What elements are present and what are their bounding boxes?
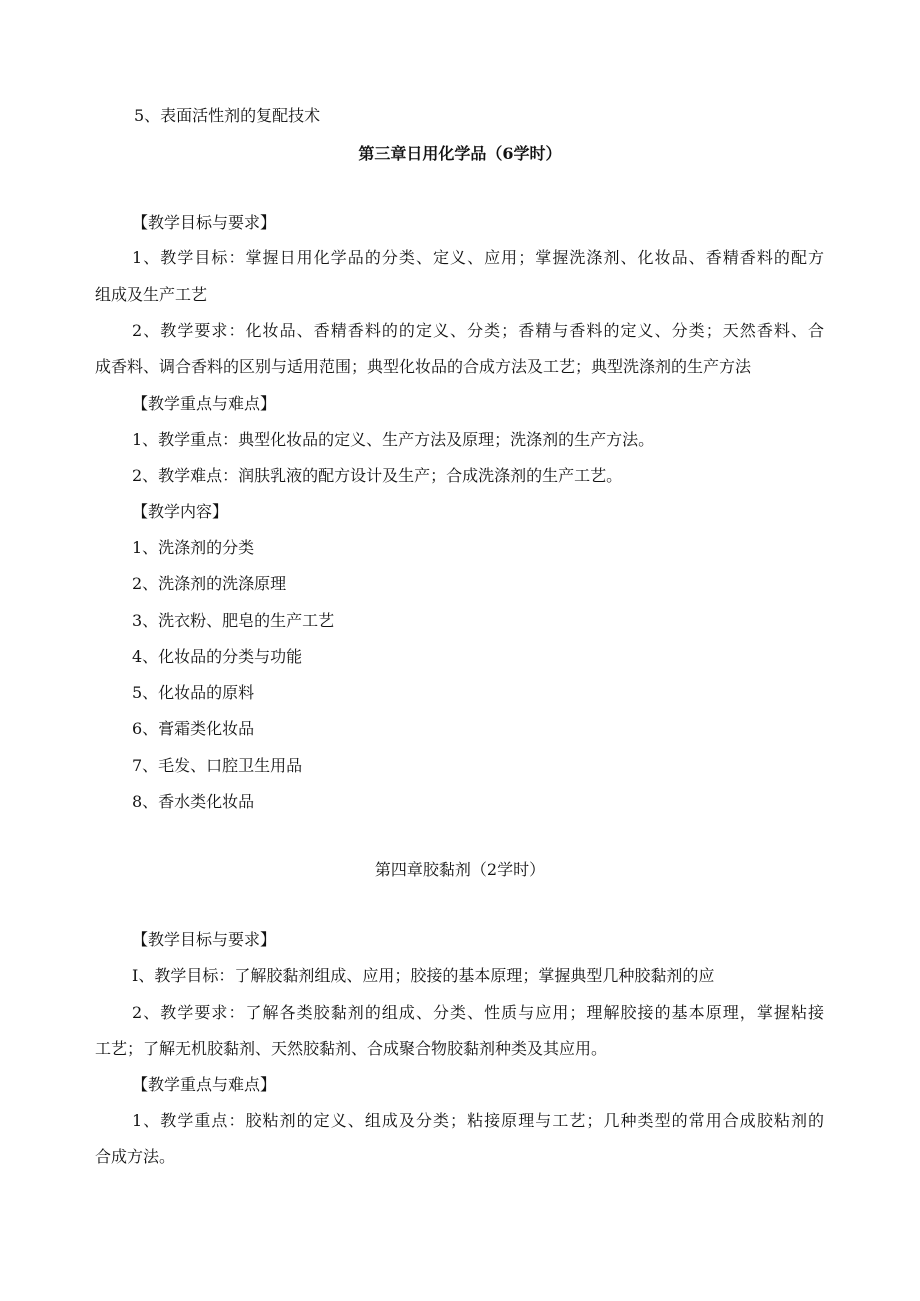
section-header-goals: 【教学目标与要求】 xyxy=(132,930,277,949)
paragraph-line: 成香料、调合香料的区别与适用范围；典型化妆品的合成方法及工艺；典型洗涤剂的生产方法 xyxy=(95,357,752,376)
list-item: 8、香水类化妆品 xyxy=(132,792,255,811)
list-item: 4、化妆品的分类与功能 xyxy=(132,647,303,666)
list-item: 1、洗涤剂的分类 xyxy=(132,538,255,557)
paragraph-line: 1、教学重点：典型化妆品的定义、生产方法及原理；洗涤剂的生产方法。 xyxy=(132,430,655,449)
list-item: 5、化妆品的原料 xyxy=(132,683,255,702)
paragraph-line: 合成方法。 xyxy=(95,1147,176,1166)
paragraph-line: 1、教学目标：掌握日用化学品的分类、定义、应用；掌握洗涤剂、化妆品、香精香料的配方 xyxy=(132,248,824,267)
list-item: 3、洗衣粉、肥皂的生产工艺 xyxy=(132,611,335,630)
paragraph-line: 2、教学要求：化妆品、香精香料的的定义、分类；香精与香料的定义、分类；天然香料、合 xyxy=(132,321,824,340)
chapter-4-title: 第四章胶黏剂（2学时） xyxy=(374,860,546,879)
section-header-goals: 【教学目标与要求】 xyxy=(132,213,277,232)
list-item: 6、膏霜类化妆品 xyxy=(132,719,255,738)
section-header-key-points: 【教学重点与难点】 xyxy=(132,1075,277,1094)
chapter-3-title: 第三章日用化学品（6学时） xyxy=(358,144,562,163)
section-header-key-points: 【教学重点与难点】 xyxy=(132,394,277,413)
list-item: 5、表面活性剂的复配技术 xyxy=(134,106,321,125)
paragraph-line: 1、教学重点：胶粘剂的定义、组成及分类；粘接原理与工艺；几种类型的常用合成胶粘剂的 xyxy=(132,1111,824,1130)
section-header-content: 【教学内容】 xyxy=(132,502,229,521)
paragraph-line: 工艺；了解无机胶黏剂、天然胶黏剂、合成聚合物胶黏剂种类及其应用。 xyxy=(95,1039,608,1058)
paragraph-line: 组成及生产工艺 xyxy=(95,285,208,304)
paragraph-line: I、教学目标：了解胶黏剂组成、应用；胶接的基本原理；掌握典型几种胶黏剂的应 xyxy=(132,966,715,985)
paragraph-line: 2、教学要求：了解各类胶黏剂的组成、分类、性质与应用；理解胶接的基本原理，掌握粘接 xyxy=(132,1003,824,1022)
list-item: 2、洗涤剂的洗涤原理 xyxy=(132,574,287,593)
paragraph-line: 2、教学难点：润肤乳液的配方设计及生产；合成洗涤剂的生产工艺。 xyxy=(132,466,623,485)
list-item: 7、毛发、口腔卫生用品 xyxy=(132,756,303,775)
